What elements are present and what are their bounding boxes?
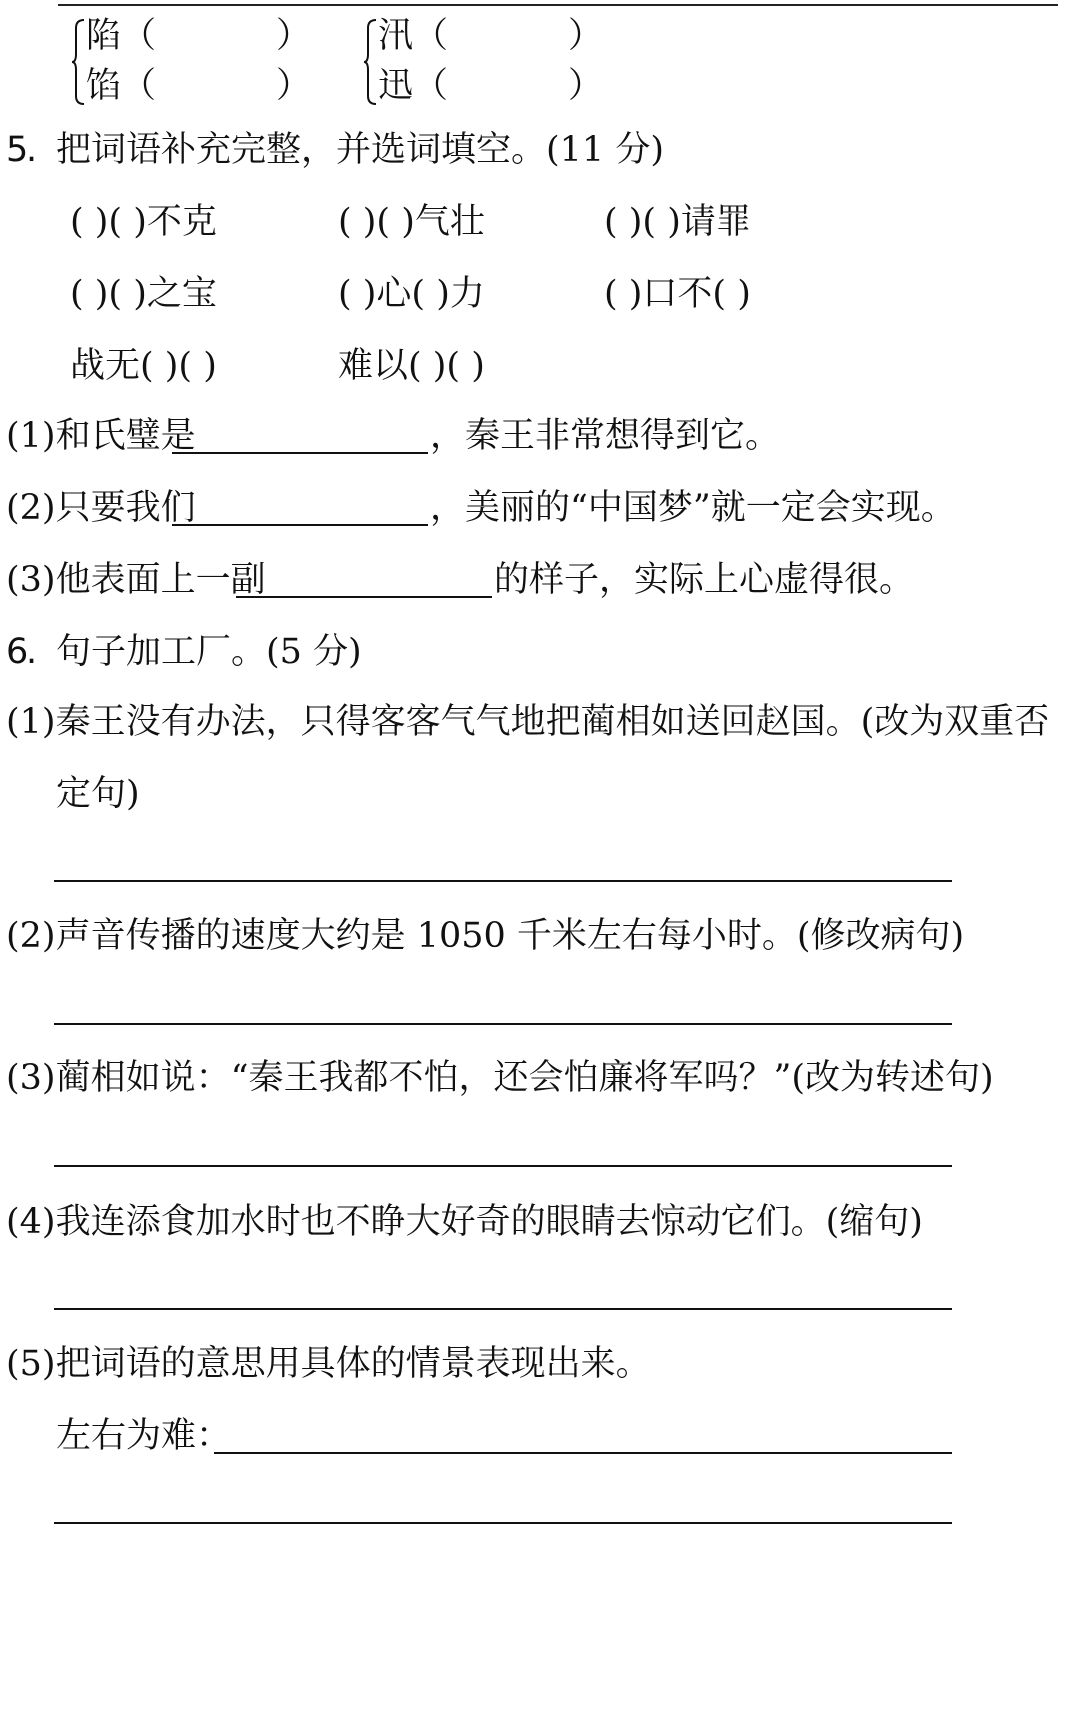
- q5-number: 5: [6, 130, 29, 170]
- q6-number: 6: [6, 632, 29, 672]
- q6-item-3: (3)蔺相如说：“秦王我都不怕，还会怕廉将军吗？”(改为转述句): [6, 1058, 994, 1098]
- fill-1-suffix: ，秦王非常想得到它。: [430, 416, 781, 456]
- q5-title: 把词语补充完整，并选词填空。(11 分): [56, 130, 664, 170]
- answer-line-3[interactable]: [54, 1165, 952, 1167]
- char-xun-1: 汛（: [378, 16, 449, 56]
- idiom-2: ( )( )气壮: [338, 202, 485, 242]
- idiom-8: 难以( )( ): [338, 346, 485, 386]
- idiom-7: 战无( )( ): [70, 346, 217, 386]
- zuoyou-label: 左右为难：: [56, 1416, 232, 1456]
- char-xian-1: 陷（: [86, 16, 157, 56]
- idiom-1: ( )( )不克: [70, 202, 217, 242]
- fill-3-suffix: 的样子，实际上心虚得很。: [494, 560, 915, 600]
- answer-line-6[interactable]: [54, 1522, 952, 1524]
- q6-item-2: (2)声音传播的速度大约是 1050 千米左右每小时。(修改病句): [6, 916, 965, 956]
- answer-line-2[interactable]: [54, 1023, 952, 1025]
- idiom-5: ( )心( )力: [338, 274, 485, 314]
- fill-3-prefix: (3)他表面上一副: [6, 560, 266, 600]
- answer-line-5[interactable]: [214, 1452, 952, 1454]
- fill-3-blank[interactable]: [236, 596, 492, 598]
- char-xun-2: 迅（: [378, 66, 449, 106]
- q6-item-5: (5)把词语的意思用具体的情景表现出来。: [6, 1344, 651, 1384]
- char-xian-2: 馅（: [86, 66, 157, 106]
- fill-1-blank[interactable]: [172, 452, 428, 454]
- paren-close-1: ）: [276, 16, 312, 56]
- fill-2-suffix: ，美丽的“中国梦”就一定会实现。: [430, 488, 956, 528]
- paren-close-2: ）: [276, 66, 312, 106]
- q6-item-1-cont: 定句): [56, 774, 140, 814]
- q6-dot: .: [26, 632, 38, 672]
- left-brace-icon: [364, 18, 378, 106]
- paren-close-4: ）: [568, 66, 604, 106]
- idiom-4: ( )( )之宝: [70, 274, 217, 314]
- q6-item-4: (4)我连添食加水时也不睁大好奇的眼睛去惊动它们。(缩句): [6, 1202, 923, 1242]
- answer-line-1[interactable]: [54, 880, 952, 882]
- paren-close-3: ）: [568, 16, 604, 56]
- fill-2-prefix: (2)只要我们: [6, 488, 196, 528]
- q6-title: 句子加工厂。(5 分): [56, 632, 362, 672]
- q5-dot: .: [26, 130, 38, 170]
- idiom-6: ( )口不( ): [604, 274, 751, 314]
- fill-2-blank[interactable]: [172, 524, 428, 526]
- left-brace-icon: [72, 18, 86, 106]
- top-rule: [58, 4, 1058, 6]
- fill-1-prefix: (1)和氏璧是: [6, 416, 196, 456]
- answer-line-4[interactable]: [54, 1308, 952, 1310]
- q6-item-1: (1)秦王没有办法，只得客客气气地把蔺相如送回赵国。(改为双重否: [6, 702, 1050, 742]
- idiom-3: ( )( )请罪: [604, 202, 751, 242]
